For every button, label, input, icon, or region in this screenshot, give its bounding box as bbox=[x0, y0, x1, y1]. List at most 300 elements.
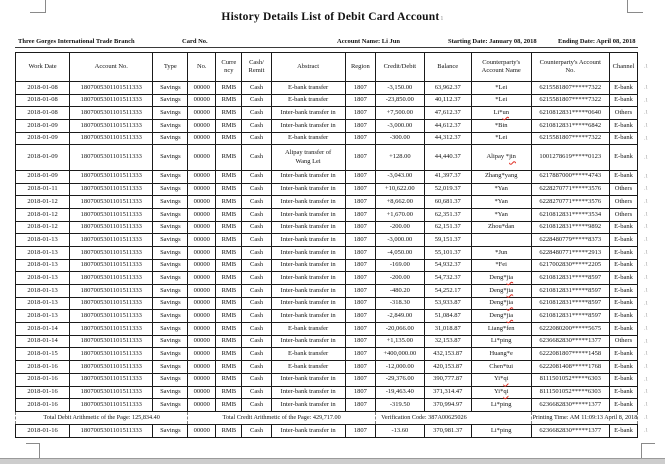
cell-credit-debit: -200.00 bbox=[376, 272, 425, 285]
row-end-mark-icon: .1 bbox=[643, 63, 648, 70]
cell-abstract: Inter-bank transfer in bbox=[271, 234, 345, 247]
column-header: Curre ncy bbox=[216, 53, 242, 82]
row-end-mark-icon: .1 bbox=[643, 223, 648, 230]
cell-counterparty-name: *Fei bbox=[471, 259, 531, 272]
cell-currency: RMB bbox=[216, 297, 242, 310]
cell-no: 00000 bbox=[188, 82, 216, 95]
cell-counterparty-account: 6236682830*****1377 bbox=[531, 399, 609, 412]
cell-cash-remit: Cash bbox=[242, 373, 271, 386]
table-body bbox=[16, 82, 648, 438]
cell-credit-debit: +8,662.00 bbox=[376, 196, 425, 209]
cell-counterparty-name: *Jun bbox=[471, 246, 531, 259]
cell-channel: E-bank .1 bbox=[609, 373, 637, 386]
cell-credit-debit: -318.30 bbox=[376, 297, 425, 310]
cell-abstract: Inter-bank transfer in bbox=[271, 246, 345, 259]
cell-cash-remit: Cash bbox=[242, 259, 271, 272]
cell-type: Savings bbox=[153, 120, 188, 133]
cell-cash-remit: Cash bbox=[242, 348, 271, 361]
cell-region: 1807 bbox=[345, 246, 375, 259]
cell-balance: 54,932.37 bbox=[424, 259, 471, 272]
row-end-mark-icon: .1 bbox=[643, 122, 648, 129]
cell-type: Savings bbox=[153, 107, 188, 120]
cell-abstract: Inter-bank transfer in bbox=[271, 208, 345, 221]
misspelled-text: jin bbox=[509, 153, 516, 161]
cell-currency: RMB bbox=[216, 272, 242, 285]
cell-no: 00000 bbox=[188, 259, 216, 272]
cell-currency: RMB bbox=[216, 234, 242, 247]
column-header: Cash/ Remit bbox=[242, 53, 271, 82]
paragraph-mark-icon: 1 bbox=[440, 16, 444, 22]
cell-no: 00000 bbox=[188, 145, 216, 170]
cell-cash-remit: Cash bbox=[242, 297, 271, 310]
cell-account-no: 1807005301101511333 bbox=[70, 82, 153, 95]
table-row bbox=[16, 196, 638, 209]
cell-credit-debit: -23,850.00 bbox=[376, 94, 425, 107]
cell-account-no: 1807005301101511333 bbox=[70, 221, 153, 234]
column-header: Counterparty's Account Name bbox=[471, 53, 531, 82]
cell-region: 1807 bbox=[345, 335, 375, 348]
cell-account-no: 1807005301101511333 bbox=[70, 424, 153, 437]
cell-counterparty-account: 1001278619*****0123 bbox=[531, 145, 609, 170]
row-end-mark-icon: .1 bbox=[643, 249, 648, 256]
column-header: Abstract bbox=[271, 53, 345, 82]
cell-work-date: 2018-01-16 bbox=[16, 399, 70, 412]
cell-currency: RMB bbox=[216, 183, 242, 196]
cell-account-no: 1807005301101511333 bbox=[70, 145, 153, 170]
cell-work-date: 2018-01-15 bbox=[16, 348, 70, 361]
table-row bbox=[16, 335, 638, 348]
cell-work-date: 2018-01-09 bbox=[16, 170, 70, 183]
table-row bbox=[16, 310, 638, 323]
cell-balance: 44,440.37 bbox=[424, 145, 471, 170]
column-header: Work Date bbox=[16, 53, 70, 82]
cell-credit-debit: -480.20 bbox=[376, 285, 425, 298]
cell-account-no: 1807005301101511333 bbox=[70, 170, 153, 183]
cell-counterparty-name: *Lei bbox=[471, 82, 531, 95]
table-row bbox=[16, 221, 638, 234]
cell-counterparty-name: Li*un bbox=[471, 107, 531, 120]
cell-currency: RMB bbox=[216, 132, 242, 145]
crop-mark-bottom-left-icon bbox=[26, 443, 40, 459]
cell-abstract: Inter-bank transfer in bbox=[271, 310, 345, 323]
cell-cash-remit: Cash bbox=[242, 361, 271, 374]
table-row bbox=[16, 107, 638, 120]
row-end-mark-icon: .1 bbox=[643, 337, 648, 344]
header-row bbox=[16, 53, 638, 82]
cell-counterparty-account: 6217002830*****2205 bbox=[531, 259, 609, 272]
cell-no: 00000 bbox=[188, 196, 216, 209]
totals-row bbox=[16, 411, 638, 424]
cell-counterparty-name: *Bin bbox=[471, 120, 531, 133]
cell-credit-debit: -169.00 bbox=[376, 259, 425, 272]
cell-no: 00000 bbox=[188, 221, 216, 234]
page-bottom-edge bbox=[0, 458, 665, 464]
table-row bbox=[16, 234, 638, 247]
cell-balance: 53,933.87 bbox=[424, 297, 471, 310]
cell-abstract: Inter-bank transfer in bbox=[271, 221, 345, 234]
cell-type: Savings bbox=[153, 234, 188, 247]
cell-credit-debit: -20,066.00 bbox=[376, 323, 425, 336]
table-row bbox=[16, 132, 638, 145]
cell-currency: RMB bbox=[216, 424, 242, 437]
cell-channel: E-bank .1 bbox=[609, 82, 637, 95]
cell-region: 1807 bbox=[345, 196, 375, 209]
cell-currency: RMB bbox=[216, 310, 242, 323]
cell-currency: RMB bbox=[216, 107, 242, 120]
cell-balance: 63,962.37 bbox=[424, 82, 471, 95]
cell-no: 00000 bbox=[188, 246, 216, 259]
cell-account-no: 1807005301101511333 bbox=[70, 208, 153, 221]
cell-abstract: Inter-bank transfer in bbox=[271, 335, 345, 348]
cell-cash-remit: Cash bbox=[242, 310, 271, 323]
row-end-mark-icon: .1 bbox=[643, 96, 648, 103]
statement-meta-line bbox=[15, 36, 638, 48]
cell-channel: Others .1 bbox=[609, 196, 637, 209]
verification-code: Verification Code: 387A00625026 bbox=[376, 411, 531, 424]
cell-account-no: 1807005301101511333 bbox=[70, 361, 153, 374]
cell-type: Savings bbox=[153, 170, 188, 183]
row-end-mark-icon: .1 bbox=[643, 325, 648, 332]
cell-cash-remit: Cash bbox=[242, 82, 271, 95]
cell-channel: E-bank .1 bbox=[609, 323, 637, 336]
table-row bbox=[16, 348, 638, 361]
misspelled-text: qi bbox=[503, 375, 509, 383]
cell-balance: 40,112.37 bbox=[424, 94, 471, 107]
card-no-label: Card No. bbox=[182, 38, 208, 45]
cell-region: 1807 bbox=[345, 234, 375, 247]
cell-cash-remit: Cash bbox=[242, 246, 271, 259]
table-row bbox=[16, 285, 638, 298]
cell-counterparty-account: 6222081408*****1768 bbox=[531, 361, 609, 374]
cell-channel: E-bank .1 bbox=[609, 221, 637, 234]
column-header: Channel .1 bbox=[609, 53, 637, 82]
cell-no: 00000 bbox=[188, 297, 216, 310]
table-row bbox=[16, 183, 638, 196]
cell-no: 00000 bbox=[188, 272, 216, 285]
cell-currency: RMB bbox=[216, 373, 242, 386]
cell-credit-debit: -319.50 bbox=[376, 399, 425, 412]
cell-channel: E-bank .1 bbox=[609, 120, 637, 133]
page-title-text: History Details List of Debit Card Account bbox=[221, 11, 440, 23]
cell-abstract: Inter-bank transfer in bbox=[271, 424, 345, 437]
cell-region: 1807 bbox=[345, 297, 375, 310]
cell-cash-remit: Cash bbox=[242, 285, 271, 298]
cell-channel: E-bank .1 bbox=[609, 132, 637, 145]
cell-region: 1807 bbox=[345, 183, 375, 196]
cell-counterparty-name: *Lei bbox=[471, 94, 531, 107]
cell-counterparty-account: 6210812831*****8597 bbox=[531, 310, 609, 323]
cell-abstract: Inter-bank transfer in bbox=[271, 170, 345, 183]
starting-date: Starting Date: January 08, 2018 bbox=[448, 38, 537, 45]
cell-abstract: Inter-bank transfer in bbox=[271, 399, 345, 412]
cell-currency: RMB bbox=[216, 170, 242, 183]
cell-currency: RMB bbox=[216, 323, 242, 336]
cell-work-date: 2018-01-09 bbox=[16, 132, 70, 145]
cell-account-no: 1807005301101511333 bbox=[70, 132, 153, 145]
cell-counterparty-account: 6215581807*****7322 bbox=[531, 82, 609, 95]
cell-channel: E-bank .1 bbox=[609, 399, 637, 412]
cell-region: 1807 bbox=[345, 373, 375, 386]
cell-counterparty-name bbox=[471, 234, 531, 247]
table-row bbox=[16, 145, 638, 170]
cell-work-date: 2018-01-16 bbox=[16, 424, 70, 437]
cell-type: Savings bbox=[153, 132, 188, 145]
cell-type: Savings bbox=[153, 94, 188, 107]
cell-counterparty-account: 6236682830*****1377 bbox=[531, 424, 609, 437]
cell-no: 00000 bbox=[188, 94, 216, 107]
branch-name: Three Gorges International Trade Branch bbox=[18, 38, 135, 45]
cell-counterparty-account: 8111501052*****6303 bbox=[531, 386, 609, 399]
cell-balance: 432,153.87 bbox=[424, 348, 471, 361]
cell-credit-debit: -3,000.00 bbox=[376, 234, 425, 247]
cell-cash-remit: Cash bbox=[242, 170, 271, 183]
cell-channel: E-bank .1 bbox=[609, 424, 637, 437]
cell-balance: 54,252.17 bbox=[424, 285, 471, 298]
cell-counterparty-name: Chen*tui bbox=[471, 361, 531, 374]
cell-abstract: E-bank transfer bbox=[271, 323, 345, 336]
cell-channel: E-bank .1 bbox=[609, 259, 637, 272]
cell-counterparty-name: Zhou*dan bbox=[471, 221, 531, 234]
cell-balance: 54,732.37 bbox=[424, 272, 471, 285]
cell-currency: RMB bbox=[216, 361, 242, 374]
column-header: No. bbox=[188, 53, 216, 82]
cell-currency: RMB bbox=[216, 259, 242, 272]
misspelled-text: jia bbox=[506, 286, 514, 294]
cell-balance: 390,777.87 bbox=[424, 373, 471, 386]
misspelled-text: jia bbox=[506, 273, 514, 281]
statement-table bbox=[15, 52, 648, 438]
cell-account-no: 1807005301101511333 bbox=[70, 323, 153, 336]
cell-work-date: 2018-01-09 bbox=[16, 120, 70, 133]
cell-counterparty-account: 6210812831*****8597 bbox=[531, 272, 609, 285]
row-end-mark-icon: .1 bbox=[643, 185, 648, 192]
cell-type: Savings bbox=[153, 297, 188, 310]
cell-counterparty-name: Deng*jia bbox=[471, 310, 531, 323]
cell-credit-debit: -19,463.40 bbox=[376, 386, 425, 399]
row-end-mark-icon: .1 bbox=[643, 312, 648, 319]
cell-abstract: E-bank transfer bbox=[271, 132, 345, 145]
totals-credit: Total Credit Arithmetic of the Page: 429,717.00 bbox=[188, 411, 376, 424]
cell-channel: E-bank .1 bbox=[609, 386, 637, 399]
row-end-mark-icon: .1 bbox=[643, 134, 648, 141]
cell-counterparty-account: 6210812831*****8597 bbox=[531, 285, 609, 298]
column-header: Region bbox=[345, 53, 375, 82]
cell-work-date: 2018-01-08 bbox=[16, 82, 70, 95]
cell-counterparty-account: 6228270771*****3576 bbox=[531, 183, 609, 196]
cell-counterparty-name: Huang*e bbox=[471, 348, 531, 361]
cell-balance: 370,994.97 bbox=[424, 399, 471, 412]
row-end-mark-icon: .1 bbox=[643, 388, 648, 395]
cell-no: 00000 bbox=[188, 183, 216, 196]
cell-currency: RMB bbox=[216, 335, 242, 348]
cell-currency: RMB bbox=[216, 82, 242, 95]
cell-abstract: Inter-bank transfer in bbox=[271, 183, 345, 196]
cell-type: Savings bbox=[153, 221, 188, 234]
cell-account-no: 1807005301101511333 bbox=[70, 285, 153, 298]
cell-region: 1807 bbox=[345, 208, 375, 221]
cell-counterparty-account: 6236682830*****1377 bbox=[531, 335, 609, 348]
table-header bbox=[16, 53, 648, 82]
cell-cash-remit: Cash bbox=[242, 132, 271, 145]
cell-work-date: 2018-01-13 bbox=[16, 259, 70, 272]
misspelled-text: jia bbox=[506, 299, 514, 307]
cell-account-no: 1807005301101511333 bbox=[70, 183, 153, 196]
cell-counterparty-account: 6228480779*****8373 bbox=[531, 234, 609, 247]
cell-account-no: 1807005301101511333 bbox=[70, 94, 153, 107]
cell-abstract: Inter-bank transfer in bbox=[271, 272, 345, 285]
page-title bbox=[0, 11, 665, 23]
cell-work-date: 2018-01-13 bbox=[16, 234, 70, 247]
cell-cash-remit: Cash bbox=[242, 234, 271, 247]
cell-currency: RMB bbox=[216, 120, 242, 133]
cell-abstract: E-bank transfer bbox=[271, 348, 345, 361]
ending-date: Ending Date: April 08, 2018 bbox=[558, 38, 636, 45]
cell-currency: RMB bbox=[216, 399, 242, 412]
cell-region: 1807 bbox=[345, 399, 375, 412]
cell-currency: RMB bbox=[216, 285, 242, 298]
cell-account-no: 1807005301101511333 bbox=[70, 399, 153, 412]
cell-balance: 371,314.47 bbox=[424, 386, 471, 399]
column-header: Type bbox=[153, 53, 188, 82]
cell-type: Savings bbox=[153, 399, 188, 412]
row-end-mark-icon: .1 bbox=[643, 401, 648, 408]
cell-channel: E-bank .1 bbox=[609, 348, 637, 361]
cell-account-no: 1807005301101511333 bbox=[70, 272, 153, 285]
cell-cash-remit: Cash bbox=[242, 120, 271, 133]
row-end-mark-icon: .1 bbox=[643, 350, 648, 357]
cell-region: 1807 bbox=[345, 285, 375, 298]
cell-region: 1807 bbox=[345, 310, 375, 323]
cell-work-date: 2018-01-09 bbox=[16, 145, 70, 170]
cell-cash-remit: Cash bbox=[242, 323, 271, 336]
cell-counterparty-name: Li*ping bbox=[471, 335, 531, 348]
cell-region: 1807 bbox=[345, 221, 375, 234]
cell-counterparty-name: *Lei bbox=[471, 132, 531, 145]
cell-type: Savings bbox=[153, 285, 188, 298]
cell-counterparty-name: Liang*fen bbox=[471, 323, 531, 336]
cell-channel: E-bank .1 bbox=[609, 361, 637, 374]
row-end-mark-icon: .1 bbox=[643, 363, 648, 370]
cell-cash-remit: Cash bbox=[242, 107, 271, 120]
cell-abstract: Inter-bank transfer in bbox=[271, 107, 345, 120]
cell-credit-debit: -2,849.00 bbox=[376, 310, 425, 323]
cell-region: 1807 bbox=[345, 348, 375, 361]
cell-counterparty-name: Yi*qi bbox=[471, 386, 531, 399]
cell-work-date: 2018-01-13 bbox=[16, 272, 70, 285]
cell-no: 00000 bbox=[188, 424, 216, 437]
cell-cash-remit: Cash bbox=[242, 272, 271, 285]
cell-balance: 32,153.87 bbox=[424, 335, 471, 348]
misspelled-text: qi bbox=[503, 388, 509, 396]
cell-abstract: Inter-bank transfer in bbox=[271, 285, 345, 298]
cell-abstract: E-bank transfer bbox=[271, 82, 345, 95]
row-end-mark-icon: .1 bbox=[643, 274, 648, 281]
cell-balance: 55,101.37 bbox=[424, 246, 471, 259]
cell-type: Savings bbox=[153, 348, 188, 361]
cell-work-date: 2018-01-14 bbox=[16, 335, 70, 348]
cell-account-no: 1807005301101511333 bbox=[70, 246, 153, 259]
cell-counterparty-account: 6222080200*****5675 bbox=[531, 323, 609, 336]
cell-work-date: 2018-01-16 bbox=[16, 361, 70, 374]
cell-credit-debit: +400,000.00 bbox=[376, 348, 425, 361]
cell-no: 00000 bbox=[188, 348, 216, 361]
cell-abstract: Inter-bank transfer in bbox=[271, 196, 345, 209]
column-header: Credit/Debit bbox=[376, 53, 425, 82]
cell-credit-debit: +128.00 bbox=[376, 145, 425, 170]
table-row bbox=[16, 272, 638, 285]
cell-abstract: Alipay transfer of Wang Lei bbox=[271, 145, 345, 170]
cell-no: 00000 bbox=[188, 170, 216, 183]
cell-work-date: 2018-01-08 bbox=[16, 94, 70, 107]
cell-channel: E-bank .1 bbox=[609, 246, 637, 259]
table-row bbox=[16, 361, 638, 374]
cell-credit-debit: -3,043.00 bbox=[376, 170, 425, 183]
cell-abstract: Inter-bank transfer in bbox=[271, 373, 345, 386]
cell-region: 1807 bbox=[345, 82, 375, 95]
cell-account-no: 1807005301101511333 bbox=[70, 386, 153, 399]
cell-type: Savings bbox=[153, 373, 188, 386]
table-row bbox=[16, 246, 638, 259]
cell-channel: E-bank .1 bbox=[609, 285, 637, 298]
cell-credit-debit: -13.60 bbox=[376, 424, 425, 437]
cell-channel: E-bank .1 bbox=[609, 310, 637, 323]
cell-cash-remit: Cash bbox=[242, 94, 271, 107]
cell-counterparty-account: 6215581807*****7322 bbox=[531, 94, 609, 107]
table-row bbox=[16, 399, 638, 412]
cell-region: 1807 bbox=[345, 145, 375, 170]
cell-no: 00000 bbox=[188, 285, 216, 298]
cell-no: 00000 bbox=[188, 323, 216, 336]
cell-currency: RMB bbox=[216, 386, 242, 399]
cell-balance: 44,612.37 bbox=[424, 120, 471, 133]
cell-balance: 59,151.37 bbox=[424, 234, 471, 247]
cell-counterparty-account: 6210812831*****9892 bbox=[531, 221, 609, 234]
cell-work-date: 2018-01-16 bbox=[16, 373, 70, 386]
cell-credit-debit: -3,000.00 bbox=[376, 120, 425, 133]
cell-balance: 370,981.37 bbox=[424, 424, 471, 437]
cell-counterparty-account: 6215581807*****7322 bbox=[531, 132, 609, 145]
cell-cash-remit: Cash bbox=[242, 424, 271, 437]
cell-work-date: 2018-01-11 bbox=[16, 183, 70, 196]
cell-region: 1807 bbox=[345, 120, 375, 133]
cell-work-date: 2018-01-12 bbox=[16, 208, 70, 221]
table-row bbox=[16, 424, 638, 437]
cell-credit-debit: -12,000.00 bbox=[376, 361, 425, 374]
column-header: Account No. bbox=[70, 53, 153, 82]
cell-no: 00000 bbox=[188, 361, 216, 374]
cell-channel: Others .1 bbox=[609, 107, 637, 120]
cell-account-no: 1807005301101511333 bbox=[70, 107, 153, 120]
cell-type: Savings bbox=[153, 82, 188, 95]
cell-no: 00000 bbox=[188, 234, 216, 247]
cell-channel: E-bank .1 bbox=[609, 234, 637, 247]
cell-no: 00000 bbox=[188, 120, 216, 133]
cell-counterparty-name: Li*ping bbox=[471, 399, 531, 412]
cell-abstract: E-bank transfer bbox=[271, 94, 345, 107]
cell-counterparty-name: Yi*qi bbox=[471, 373, 531, 386]
cell-account-no: 1807005301101511333 bbox=[70, 120, 153, 133]
account-name: Account Name: Li Jun bbox=[337, 38, 401, 45]
cell-counterparty-name: Alipay *jin bbox=[471, 145, 531, 170]
cell-work-date: 2018-01-12 bbox=[16, 221, 70, 234]
cell-no: 00000 bbox=[188, 310, 216, 323]
table-row bbox=[16, 386, 638, 399]
table-row bbox=[16, 94, 638, 107]
cell-counterparty-account: 8111501052*****6303 bbox=[531, 373, 609, 386]
row-end-mark-icon: .1 bbox=[643, 287, 648, 294]
misspelled-text: jia bbox=[506, 312, 514, 320]
cell-no: 00000 bbox=[188, 399, 216, 412]
